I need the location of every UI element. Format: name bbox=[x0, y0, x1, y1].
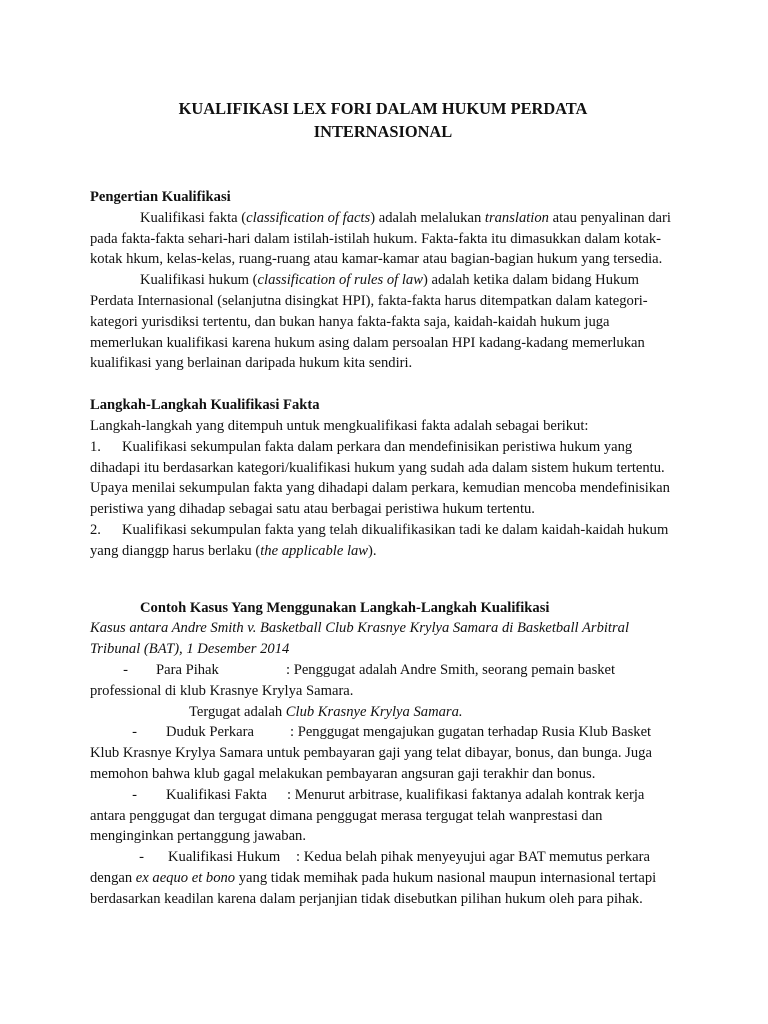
paragraph-kualifikasi-fakta bbox=[90, 208, 676, 270]
text-run: ) adalah ketika dalam bidang Hukum Perdata Internasional (selanjutna disingkat HPI), fakta-fakta harus ditempatkan dalam kategori-kategori yurisdiksi tertentu, dan bukan hanya fakta-fakta saja, kaidah-kaidah hukum juga memerlukan kualifikasi karena hukum asing dalam persoalan HPI kadang-kadang memerlukan kualifikasi yang berlainan daripada hukum kita sendiri. bbox=[90, 272, 648, 372]
case-title: Kasus antara Andre Smith v. Basketball Club Krasnye Krylya Samara di Basketball Arbitral Tribunal (BAT), 1 Desember 2014 bbox=[90, 620, 630, 658]
list-text: Kualifikasi sekumpulan fakta yang telah dikualifikasikan tadi ke dalam kaidah-kaidah hukum yang dianggp harus berlaku ( bbox=[90, 521, 669, 559]
list-number: 1. bbox=[90, 438, 101, 455]
point-text: : Penggugat adalah Andre Smith, seorang pemain basket professional di klub Krasnye Krylya Samara. bbox=[90, 661, 616, 699]
point-para-pihak-tergugat bbox=[90, 702, 676, 723]
text-run: ) adalah melalukan bbox=[370, 209, 485, 226]
langkah-item-2 bbox=[90, 520, 676, 562]
text-run: Kualifikasi hukum ( bbox=[140, 272, 258, 289]
dash-bullet: - bbox=[132, 786, 137, 803]
point-label: Kualifikasi Hukum bbox=[168, 849, 281, 866]
italic-term: translation bbox=[484, 209, 549, 226]
italic-term: classification of facts bbox=[246, 209, 371, 226]
point-text: : Penggugat mengajukan gugatan terhadap Rusia Klub Basket Klub Krasnye Krylya Samara untuk pembayaran gaji yang telat dibayar, bonus, dan bunga. Juga memohon bahwa klub gagal melakukan pembayaran angsuran gaji terakhir dan bonus. bbox=[90, 724, 652, 782]
dash-bullet: - bbox=[139, 849, 144, 866]
list-text: Kualifikasi sekumpulan fakta dalam perkara dan mendefinisikan peristiwa hukum yang dihadapi itu berdasarkan kategori/kualifikasi hukum yang sudah ada dalam sistem hukum tertentu. Upaya menilai sekumpulan fakta yang dihadapi dalam perkara, kemudian mencoba mendefinisikan peristiwa yang dihadap sebagai satu atau berbagai peristiwa hukum tertentu. bbox=[90, 438, 670, 518]
italic-term: ex aequo et bono bbox=[135, 869, 236, 886]
point-label: Duduk Perkara bbox=[166, 724, 254, 741]
langkah-item-1 bbox=[90, 437, 676, 520]
text-run: ). bbox=[368, 542, 377, 559]
section-heading-langkah: Langkah-Langkah Kualifikasi Fakta bbox=[90, 397, 320, 414]
text-run: atau penyalinan dari pada fakta-fakta sehari-hari dalam istilah-istilah hukum. Fakta-fakta itu dimasukkan dalam kotak-kotak hkum, kelas-kelas, ruang-ruang atau kamar-kamar atau bagian-bagian hukum yang tersedia. bbox=[90, 209, 671, 268]
point-para-pihak bbox=[90, 660, 676, 702]
document-body bbox=[90, 97, 676, 910]
dash-bullet: - bbox=[123, 661, 128, 678]
document-title: KUALIFIKASI LEX FORI DALAM HUKUM PERDATA INTERNASIONAL bbox=[178, 99, 588, 141]
section-heading-pengertian: Pengertian Kualifikasi bbox=[90, 189, 231, 205]
list-number: 2. bbox=[90, 521, 101, 538]
point-text: : Kedua belah pihak menyeyujui agar BAT memutus perkara dengan bbox=[90, 849, 650, 886]
section-heading-contoh-kasus: Contoh Kasus Yang Menggunakan Langkah-Langkah Kualifikasi bbox=[140, 599, 550, 616]
point-kualifikasi-hukum bbox=[90, 847, 676, 909]
text-run: yang tidak memihak pada hukum nasional maupun internasional tertapi berdasarkan keadilan karena dalam perjanjian tidak disebutkan pilihan hukum oleh para pihak. bbox=[90, 869, 657, 907]
italic-term: the applicable law bbox=[260, 542, 369, 559]
dash-bullet: - bbox=[132, 724, 137, 741]
text-run: Kualifikasi fakta ( bbox=[140, 209, 247, 226]
paragraph-kualifikasi-hukum bbox=[90, 270, 676, 374]
point-kualifikasi-fakta bbox=[90, 785, 676, 847]
point-duduk-perkara bbox=[90, 722, 676, 784]
point-label: Kualifikasi Fakta bbox=[166, 786, 267, 803]
point-label: Para Pihak bbox=[156, 661, 219, 678]
italic-term: classification of rules of law bbox=[257, 272, 423, 289]
italic-term: Club Krasnye Krylya Samara. bbox=[285, 703, 463, 720]
langkah-intro: Langkah-langkah yang ditempuh untuk mengkualifikasi fakta adalah sebagai berikut: bbox=[90, 417, 589, 434]
point-text: : Menurut arbitrase, kualifikasi faktanya adalah kontrak kerja antara penggugat dan tergugat dimana penggugat merasa tergugat telah wanprestasi dan menginginkan pertanggung jawaban. bbox=[90, 786, 645, 845]
text-run: Tergugat adalah bbox=[189, 703, 286, 720]
